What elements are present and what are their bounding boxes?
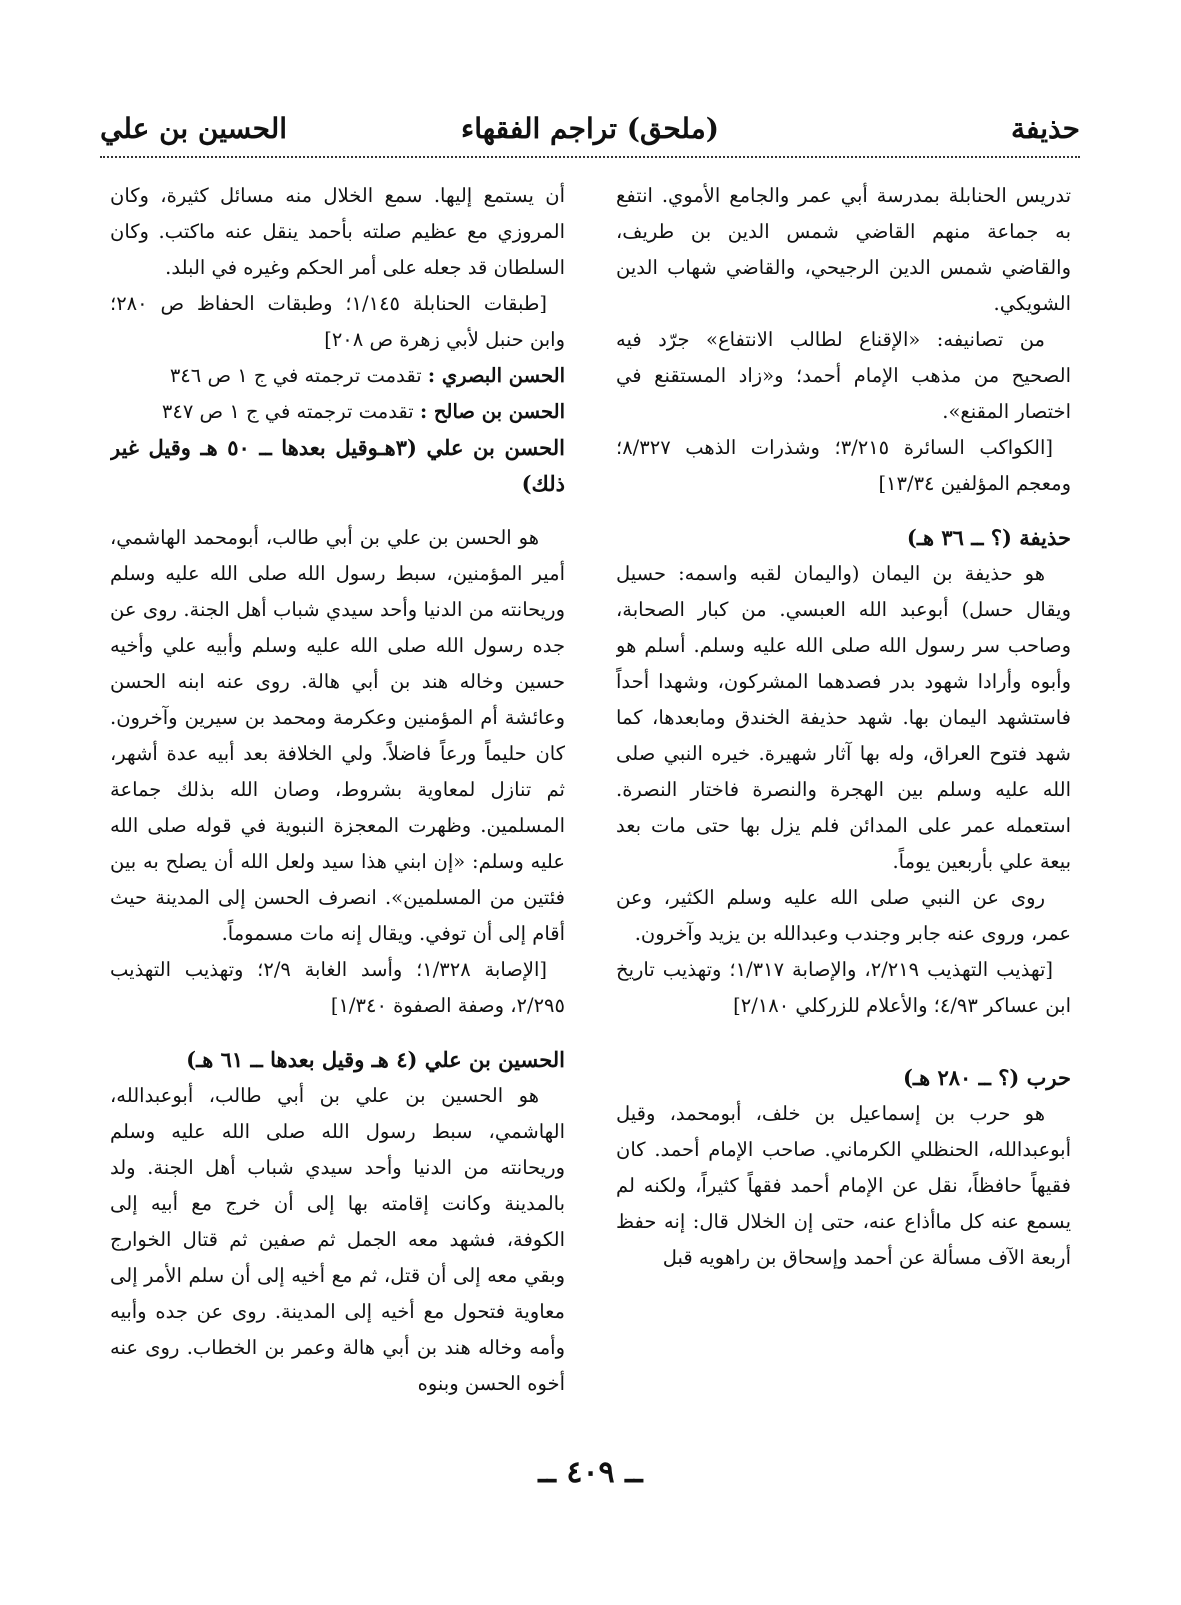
cross-reference-name: الحسن بن صالح :: [419, 400, 565, 423]
header-center-title: (ملحق) تراجم الفقهاء: [461, 112, 719, 145]
paragraph: هو الحسن بن علي بن أبي طالب، أبومحمد الهاشمي، أمير المؤمنين، سبط رسول الله صلى الله عليه وسلم وريحانته من الدنيا وأحد سيدي شباب أهل الجنة. روى عن جده رسول الله صلى الله عليه وسلم وأبيه علي وأخيه حسين وخاله هند بن أبي هالة. روى عنه ابنه الحسن وعائشة أم المؤمنين وعكرمة ومحمد بن سيرين وآخرون. كان حليماً ورعاً فاضلاً. ولي الخلافة بعد أبيه عدة أشهر، ثم تنازل لمعاوية بشروط، وصان الله بذلك جماعة المسلمين. وظهرت المعجزة النبوية في قوله صلى الله عليه وسلم: «إن ابني هذا سيد ولعل الله أن يصلح به بين فئتين من المسلمين». انصرف الحسن إلى المدينة حيث أقام إلى أن توفي. ويقال إنه مات مسموماً.: [110, 526, 565, 945]
cross-reference: [110, 394, 565, 430]
paragraph: هو حرب بن إسماعيل بن خلف، أبومحمد، وقيل أبوعبدالله، الحنظلي الكرماني. صاحب الإمام أحمد. كان فقيهاً حافظاً، نقل عن الإمام أحمد فقهاً كثيراً، ولكنه لم يسمع عنه كل ماأذاع عنه، حتى إن الخلال قال: إنه حفظ أربعة الآف مسألة عن أحمد وإسحاق بن راهويه قبل: [616, 1102, 1071, 1269]
entry-title: حذيفة (؟ ــ ٣٦ هـ): [906, 525, 1071, 550]
entry-title: الحسين بن علي (٤ هـ وقيل بعدها ــ ٦١ هـ): [186, 1047, 565, 1072]
reference: [الإصابة ١/٣٢٨؛ وأسد الغابة ٢/٩؛ وتهذيب التهذيب ٢/٢٩٥، وصفة الصفوة ١/٣٤٠]: [110, 958, 565, 1017]
paragraph: هو الحسين بن علي بن أبي طالب، أبوعبدالله، الهاشمي، سبط رسول الله صلى الله عليه وسلم وريحانته من الدنيا وأحد سيدي شباب أهل الجنة. ولد بالمدينة وكانت إقامته بها إلى أن خرج مع أبيه إلى الكوفة، فشهد معه الجمل ثم صفين ثم قتال الخوارج وبقي معه إلى أن قتل، ثم مع أخيه إلى أن سلم الأمر إلى معاوية فتحول مع أخيه إلى المدينة. روى عن جده وأبيه وأمه وخاله هند بن أبي هالة وعمر بن الخطاب. روى عنه أخوه الحسن وبنوه: [110, 1084, 565, 1395]
reference: [الكواكب السائرة ٣/٢١٥؛ وشذرات الذهب ٨/٣٢٧؛ ومعجم المؤلفين ١٣/٣٤]: [616, 436, 1071, 495]
header-right-title: حذيفة: [1011, 112, 1080, 145]
cross-reference: [110, 358, 565, 394]
paragraph: من تصانيفه: «الإقناع لطالب الانتفاع» جرّد فيه الصحيح من مذهب الإمام أحمد؛ و«زاد المستقنع في اختصار المقنع».: [616, 328, 1071, 423]
paragraph: روى عن النبي صلى الله عليه وسلم الكثير، وعن عمر، وروى عنه جابر وجندب وعبدالله بن يزيد وآخرون.: [616, 886, 1071, 945]
cross-reference-name: الحسن البصري :: [427, 364, 565, 387]
paragraph: أن يستمع إليها. سمع الخلال منه مسائل كثيرة، وكان المروزي مع عظيم صلته بأحمد ينقل عنه ماكتب. وكان السلطان قد جعله على أمر الحكم وغيره في البلد.: [110, 184, 565, 279]
left-column: [110, 178, 565, 1538]
reference: [تهذيب التهذيب ٢/٢١٩، والإصابة ١/٣١٧؛ وتهذيب تاريخ ابن عساكر ٤/٩٣؛ والأعلام للزركلي ٢/١٨٠]: [616, 958, 1071, 1017]
reference: [طبقات الحنابلة ١/١٤٥؛ وطبقات الحفاظ ص ٢٨٠؛ وابن حنبل لأبي زهرة ص ٢٠٨]: [110, 292, 565, 351]
header-left-title: الحسين بن علي: [100, 112, 288, 145]
running-header: [100, 108, 1080, 158]
paragraph: هو حذيفة بن اليمان (واليمان لقبه واسمه: حسيل ويقال حسل) أبوعبد الله العبسي. من كبار الصحابة، وصاحب سر رسول الله صلى الله عليه وسلم. أسلم هو وأبوه وأرادا شهود بدر فصدهما المشركون، وشهدا أحداً فاستشهد اليمان بها. شهد حذيفة الخندق ومابعدها، كما شهد فتوح العراق، وله بها آثار شهيرة. خيره النبي صلى الله عليه وسلم بين الهجرة والنصرة فاختار النصرة. استعمله عمر على المدائن فلم يزل بها حتى مات بعد بيعة علي بأربعين يوماً.: [616, 562, 1071, 873]
entry-title: الحسن بن علي (٣هـوقيل بعدها ــ ٥٠ هـ وقيل غير ذلك): [110, 435, 565, 496]
paragraph: تدريس الحنابلة بمدرسة أبي عمر والجامع الأموي. انتفع به جماعة منهم القاضي شمس الدين بن طريف، والقاضي شمس الدين الرجيحي، والقاضي شهاب الدين الشويكي.: [616, 184, 1071, 315]
entry-title: حرب (؟ ــ ٢٨٠ هـ): [903, 1065, 1071, 1090]
cross-reference-text: تقدمت ترجمته في ج ١ ص ٣٤٦: [169, 364, 422, 387]
cross-reference-text: تقدمت ترجمته في ج ١ ص ٣٤٧: [161, 400, 414, 423]
right-column: [616, 178, 1071, 1538]
page-number: ــ ٤٠٩ ــ: [538, 1455, 643, 1490]
